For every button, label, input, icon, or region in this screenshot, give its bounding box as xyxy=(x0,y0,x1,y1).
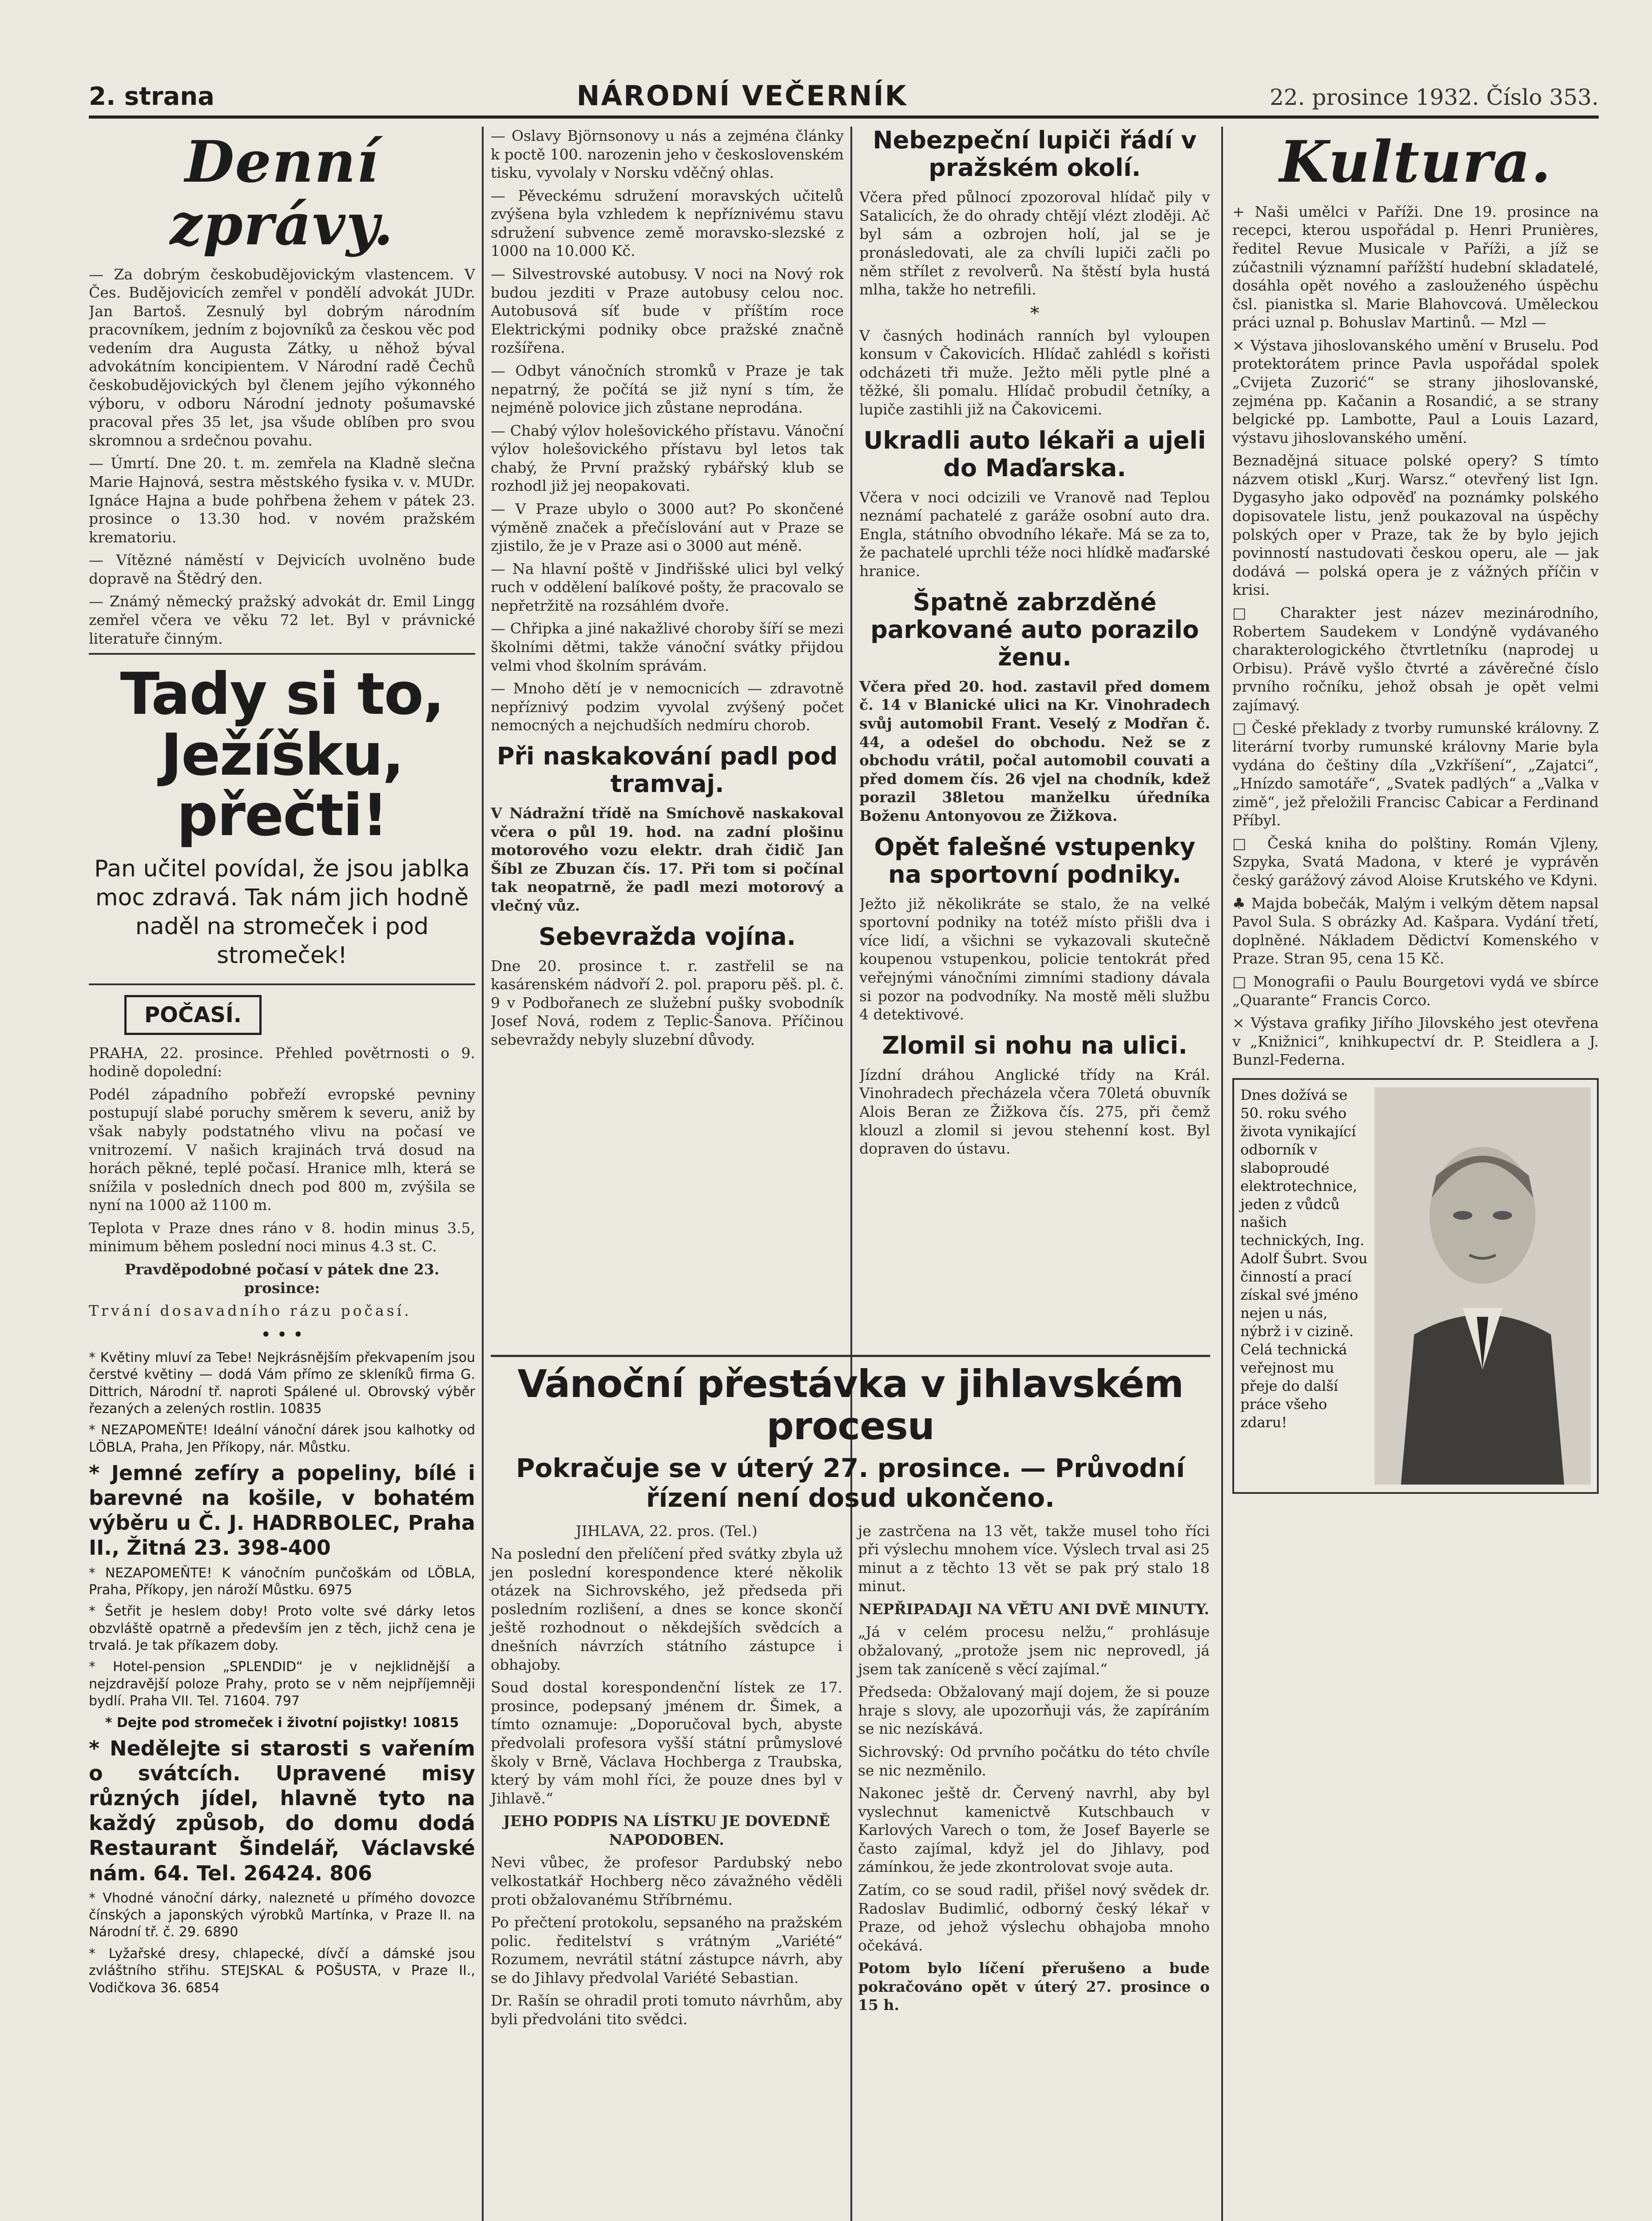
classified-ad: * Nedělejte si starosti s vařením o svátcích. Upravené misy různých jídel, hlavně tyto na každý způsob, do domu dodá Restaurant Šindelář, Václavské nám. 64. Tel. 26424. 806 xyxy=(89,1736,475,1885)
article-column-left xyxy=(491,1522,842,2033)
headline-jihlava: Vánoční přestávka v jihlavském procesu xyxy=(517,1362,1183,1449)
article-paragraph: „Já v celém procesu nelžu,“ prohlásuje obžalovaný, „protože jsem nic neprovedl, já jsem tak zaníceně s věcí zajímal.“ xyxy=(858,1623,1210,1678)
classified-ad: * Lyžařské dresy, chlapecké, dívčí a dámské jsou zvláštního střihu. STEJSKAL & POŠUSTA, v Praze II., Vodičkova 36. 6854 xyxy=(89,1946,475,1996)
culture-paragraph: □ Charakter jest název mezinárodního, Robertem Saudekem v Londýně vydávaného charakterologického čtvrtletníku (naprodej u Orbisu). Právě vyšlo čtvrté a závěrečné číslo prvního ročníku, jehož obsah je opět velmi zajímavý. xyxy=(1232,604,1599,714)
news-paragraph: — Oslavy Björnsonovy u nás a zejména články k poctě 100. narozenin jeho v československém tisku, vyvolaly v Norsku vděčný ohlas. xyxy=(491,127,844,182)
culture-paragraph: □ České překlady z tvorby rumunské královny. Z literární tvorby rumunské královny Marie byla vydána do češtiny díla „Vzkříšení“, „Zajatci“, „Hnízdo samotáře“, „Svatek padlých“ a „Valka v zimě“, jež přeložili Francisc Cabicar a Ferdinand Příbyl. xyxy=(1232,719,1599,829)
article-paragraph: Předseda: Obžalovaný mají dojem, že si pouze hraje s slovy, ale upozorňuji vás, že zapíráním se nic nezískává. xyxy=(858,1683,1210,1738)
column-divider xyxy=(482,127,484,2221)
news-paragraph: — Úmrtí. Dne 20. t. m. zemřela na Kladně slečna Marie Hajnová, sestra městského fysika v. v. MUDr. Ignáce Hajna a bude pohřbena žehem v pátek 23. prosince o 13.30 hod. v novém pražském krematoriu. xyxy=(89,454,475,546)
classified-ad: * Šetřit je heslem doby! Proto volte své dárky letos obzvláště opatrně a především jen z těch, jichž cena je trvalá. Je tak příkazem doby. xyxy=(89,1604,475,1654)
news-paragraph: V časných hodinách ranních byl vyloupen konsum v Čakovicích. Hlídač zahlédl s kořisti odcházeti tři muže. Ježto měli pytle plné a těžké, šli pomalu. Hlídač probudil četníky, a lupiče zastihli již na Čakovicemi. xyxy=(859,326,1210,418)
news-paragraph: — Pěveckému sdružení moravských učitelů zvýšena byla vzhledem k nepříznivému stavu sdružení subvence země moravsko-slezské z 1000 na 10.000 Kč. xyxy=(491,187,844,260)
classified-ad: * NEZAPOMEŇTE! K vánočním punčoškám od LÖBLA, Praha, Příkopy, jen nároží Můstku. 6975 xyxy=(89,1565,475,1598)
section-title-kultura: Kultura. xyxy=(1279,129,1552,195)
article-paragraph: Po přečtení protokolu, sepsaného na pražském polic. ředitelství s vrátným „Variété“ Rozumem, nevrátil státní zástupce návrh, aby se do Jihlavy předvolal Variété Sebastian. xyxy=(491,1914,842,1986)
news-paragraph: — Za dobrým českobudějovickým vlastencem. V Čes. Budějovicích zemřel v pondělí advokát JUDr. Jan Bartoš. Zesnulý byl dobrým národním pracovníkem, jedním z bojovníků za českou věc pod vedením dra Augusta Zátky, u něhož býval advokátním koncipientem. V Národní radě Čechů českobudějovických byl členem jejího výkonného výboru, v odboru Národní jednoty pošumavské pracoval přes 35 let, jsa všude oblíben pro svou skromnou a srdečnou povahu. xyxy=(89,265,475,449)
headline-sport: Opět falešné vstupenky na sportovní podniky. xyxy=(874,832,1195,888)
classified-ad: * Hotel-pension „SPLENDID“ je v nejklidnější a nejzdravější poloze Prahy, proto se v něm nejpříjemněji bydlí. Praha VII. Tel. 71604. 797 xyxy=(89,1659,475,1709)
weather-paragraph: Podél západního pobřeží evropské pevniny postupují slabé poruchy směrem k severu, aniž by však nabyly podstatného vlivu na počasí ve vnitrozemí. V našich krajinách trvá dosud na horách pěkné, teplé počasí. Hranice mlh, která se snížila v posledních dnech pod 800 m, zvýšila se nyní na 1000 až 1100 m. xyxy=(89,1085,475,1214)
column-news-3 xyxy=(859,127,1210,1337)
masthead xyxy=(89,67,1599,119)
column-daily-news xyxy=(89,127,475,2221)
column-news-2 xyxy=(491,127,844,1337)
culture-paragraph: × Výstava grafiky Jiřího Jilovského jest otevřena v „Knižnici“, knihkupectví dr. P. Steidlera a J. Bunzl-Federna. xyxy=(1232,1014,1599,1069)
article-paragraph: je zastrčena na 13 vět, takže musel toho říci při výslechu mnohem více. Výslech trval asi 25 minut a z těchto 13 vět se pak prý stalo 18 minut. xyxy=(858,1522,1210,1595)
weather-paragraph: Teplota v Praze dnes ráno v 8. hodin minus 3.5, minimum během poslední noci minus 4.3 st. C. xyxy=(89,1219,475,1255)
classified-ad: * Květiny mluví za Tebe! Nejkrásnějším překvapením jsou čerstvé květiny — dodá Vám přímo ze skleníků firma G. Dittrich, Národní tř. naproti Spálené ul. Obrovský výběr řezaných a zelených rostlin. 10835 xyxy=(89,1349,475,1417)
weather-forecast-heading: Pravděpodobné počasí v pátek dne 23. prosince: xyxy=(124,1261,440,1297)
column-divider xyxy=(1221,127,1223,2221)
separator-dots: • • • xyxy=(260,1324,304,1345)
classified-ad: * Vhodné vánoční dárky, nalezneté u přímého dovozce čínských a japonských výrobků Martínka, v Praze II. na Národní tř. č. 29. 6890 xyxy=(89,1890,475,1940)
article-columns xyxy=(491,1522,1210,2033)
divider xyxy=(491,1355,1210,1357)
headline-parkovane: Špatně zabrzděné parkované auto porazilo ženu. xyxy=(870,588,1199,671)
weather-paragraph: PRAHA, 22. prosince. Přehled povětrnosti o 9. hodině dopolední: xyxy=(89,1044,475,1080)
culture-paragraph: □ Monografii o Paulu Bourgetovi vydá ve sbírce „Quarante“ Francis Corco. xyxy=(1232,972,1599,1009)
subheadline-jihlava: Pokračuje se v úterý 27. prosince. — Průvodní řízení není dosud ukončeno. xyxy=(516,1453,1185,1513)
culture-paragraph: + Naši umělci v Paříži. Dne 19. prosince na recepci, kterou uspořádal p. Henri Prunières, ředitel Revue Musicale v Paříži, a jíž se zúčastnili významní pařížští hudební skladatelé, dosáhla opět nového a zaslouženého úspěchu čsl. pianistka sl. Marie Blahovcová. Uměleckou práci uznal p. Bohuslav Martinů. — Mzl — xyxy=(1232,203,1599,331)
headline-sebevrazda: Sebevražda vojína. xyxy=(538,922,796,951)
column-culture xyxy=(1232,127,1599,2221)
portrait-photo xyxy=(1374,1086,1591,1486)
culture-paragraph: ♣ Majda bobečák, Malým i velkým dětem napsal Pavol Sula. S obrázky Ad. Kašpara. Vydání třetí, doplněné. Nákladem Dědictví Komenského v Praze. Stran 95, cena 15 Kč. xyxy=(1232,894,1599,967)
culture-paragraph: □ Česká kniha do polštiny. Román Vjleny, Szpyka, Svatá Madona, v které je vyprávěn český garážový závod Aloise Krutského ve Kdyni. xyxy=(1232,834,1599,889)
ad-headline-jezisek: Tady si to, Ježíšku, přečti! xyxy=(120,660,444,849)
divider xyxy=(89,983,475,985)
article-paragraph: Dr. Rašín se ohradil proti tomuto návrhům, aby byli předvoláni tito svědci. xyxy=(491,1992,842,2028)
news-paragraph: V Nádražní třídě na Smíchově naskakoval včera o půl 19. hod. na zadní plošinu motorového vozu elektr. drah čidič Jan Šíbl ze Zbuzan čís. 17. Při tom si počínal tak neopatrně, že padl mezi motorový a vlečný vůz. xyxy=(491,804,844,914)
headline-tramvaj: Při naskakování padl pod tramvaj. xyxy=(496,742,838,798)
culture-paragraph: Beznadějná situace polské opery? S tímto názvem otiskl „Kurj. Warsz.“ otevřený list Ign. Dygasyho jako odpověď na poznámky polského dopisovatele listu, jenž poukazoval na úspěchy polských oper v Praze, tak že by bylo jejich povinností nastudovati českou operu, ale — jak dodává — polská opera je z vážných příčin v krisi. xyxy=(1232,452,1599,599)
news-paragraph: Dne 20. prosince t. r. zastřelil se na kasárenském nádvoří 2. pol. praporu pěš. pl. č. 9 v Podbořanech ze služební pušky svobodník Josef Nová, rodem z Teplic-Šanova. Příčinou sebevraždy nebyly sluzební důvody. xyxy=(491,957,844,1048)
article-paragraph: Nakonec ještě dr. Červený navrhl, aby byl vyslechnut kamenictvě Kutschbauch v Karlových Varech o tom, že Josef Bayerle se často zajímal, když jel do Jihlavy, pod zámínkou, že jede zkontrolovat svoje auta. xyxy=(858,1784,1210,1876)
divider xyxy=(89,653,475,655)
article-paragraph: Sichrovský: Od prvního počátku do této chvíle se nic nezměnilo. xyxy=(858,1743,1210,1779)
headline-noha: Zlomil si nohu na ulici. xyxy=(882,1031,1187,1059)
section-title-denni-zpravy: Denní zprávy. xyxy=(170,129,394,258)
article-paragraph: Nevi vůbec, že profesor Pardubský nebo velkostatkář Hochberg něco závažného věděli proti obžalovanému Stříbrnému. xyxy=(491,1854,842,1908)
news-paragraph: — Mnoho dětí je v nemocnicích — zdravotně nepříznivý podzim vyvolal zvýšený počet nemocných a nejchudších nedmíru chorob. xyxy=(491,680,844,734)
article-subhead: NEPŘIPADAJI NA VĚTU ANI DVĚ MINUTY. xyxy=(858,1600,1209,1618)
news-paragraph: Jízdní dráhou Anglické třídy na Král. Vinohradech přecházela včera 70letá obuvník Alois Beran ze Žižkova čís. 275, při čemž klouzl a zlomil si jevou stehenní kost. Byl dopraven do ústavu. xyxy=(859,1066,1210,1158)
issue-date: 22. prosince 1932. Číslo 353. xyxy=(1269,84,1599,110)
article-paragraph: Potom bylo líčení přerušeno a bude pokračováno opět v úterý 27. prosince o 15 h. xyxy=(858,1959,1210,2014)
news-paragraph: Včera v noci odcizili ve Vranově nad Teplou neznámí pachatelé z garáže osobní auto dra. Engla, státního obvodního lékaře. Má se za to, že pachatelé uprchli téže noci hlídkě maďarské hranice. xyxy=(859,488,1210,580)
news-paragraph: — Chřipka a jiné nakažlivé choroby šíří se mezi školními dětmi, takže vánoční svátky přijdou velmi vhod školním správám. xyxy=(491,620,844,674)
portrait-box xyxy=(1232,1078,1599,1494)
classified-ad: * Dejte pod stromeček i životní pojistky! 10815 xyxy=(105,1715,459,1731)
news-paragraph: — Na hlavní poště v Jindřišské ulici byl velký ruch v oddělení balíkové pošty, že pracovalo se nepřetržitě na rozsáhlém dvoře. xyxy=(491,560,844,614)
dateline: JIHLAVA, 22. pros. (Tel.) xyxy=(576,1522,758,1540)
portrait-caption: Dnes dožívá se 50. roku svého života vynikající odborník v slaboproudé elektrotechnice, jeden z vůdců našich technických, Ing. Adolf Šubrt. Svou činností a prací získal své jméno nejen u nás, nýbrž i v cizině. Celá technická veřejnost mu přeje do další práce všeho zdaru! xyxy=(1240,1086,1368,1431)
page-number: 2. strana xyxy=(89,82,214,111)
separator-asterisk: * xyxy=(1030,303,1039,324)
news-paragraph: — Známý německý pražský advokát dr. Emil Lingg zemřel včera ve věku 72 let. Byl v právnické literatuře činným. xyxy=(89,593,475,647)
article-jihlava-trial xyxy=(491,1355,1210,2033)
classified-ad: * Jemné zefíry a popeliny, bílé i barevné na košile, v bohatém výběru u Č. J. HADRBOLEC, Praha II., Žitná 23. 398-400 xyxy=(89,1461,475,1560)
classified-ad: * NEZAPOMEŇTE! Ideální vánoční dárek jsou kalhotky od LÖBLA, Praha, Jen Příkopy, nár. Můstku. xyxy=(89,1422,475,1455)
news-paragraph: Včera před 20. hod. zastavil před domem č. 14 v Blanické ulici na Kr. Vinohradech svůj automobil Frant. Veselý z Modřan č. 44, a odešel do obchodu. Než se z obchodu vrátil, počal automobil couvati a před domem čís. 26 vjel na chodník, kdež porazil 38letou manželku úředníka Boženu Antonyovou ze Žižkova. xyxy=(859,677,1210,824)
news-paragraph: — Odbyt vánočních stromků v Praze je tak nepatrný, že počítá se již nyní s tím, že nejméně polovice jich zůstane neprodána. xyxy=(491,362,844,417)
news-paragraph: — Silvestrovské autobusy. V noci na Nový rok budou jezditi v Praze autobusy celou noc. Autobusová síť bude v příštím roce Elektrickými podniky obce pražské značně rozšířena. xyxy=(491,265,844,357)
ad-text-jezisek: Pan učitel povídal, že jsou jablka moc zdravá. Tak nám jich hodně naděl na stromeček i pod stromeček! xyxy=(94,855,470,969)
newspaper-title: NÁRODNÍ VEČERNÍK xyxy=(576,80,908,112)
article-paragraph: Na poslední den přelíčení před svátky zbyla už jen poslední korespondence které několik otázek na Sichrovského, jež předseda při posledním rozlišení, a dnes se konce skončí ještě rozhodnout o někdejších svědcích a dnešních návrzích státního zástupce i obhajoby. xyxy=(491,1545,842,1673)
news-paragraph: — V Praze ubylo o 3000 aut? Po skončené výměně značek a přečíslování aut v Praze se zjistilo, že je v Praze asi o 3000 aut méně. xyxy=(491,500,844,555)
culture-paragraph: × Výstava jihoslovanského umění v Bruselu. Pod protektorátem prince Pavla uspořádal spolek „Cvijeta Zuzorić“ se strany jihoslovanské, zejména pp. Kačanin a Rosandić, a se strany belgické pp. Lambotte, Paul a Louis Lazard, výstavu jihoslovanského umění. xyxy=(1232,336,1599,446)
article-column-right xyxy=(858,1522,1210,2033)
headline-lupici: Nebezpeční lupiči řádí v pražském okolí. xyxy=(873,127,1197,182)
weather-forecast: Trvání dosavadního rázu počasí. xyxy=(89,1302,412,1320)
article-subhead: JEHO PODPIS NA LÍSTKU JE DOVEDNĚ NAPODOBEN. xyxy=(503,1812,830,1848)
article-paragraph: Zatím, co se soud radil, přišel nový svědek dr. Radoslav Budimlić, odborný český lékař v Praze, od jehož výslechu obhajoba mnoho očekává. xyxy=(858,1881,1210,1954)
headline-auto: Ukradli auto lékaři a ujeli do Maďarska. xyxy=(863,426,1206,482)
article-paragraph: Soud dostal korespondenční lístek ze 17. prosince, podepsaný jménem dr. Šimek, a tímto oznamuje: „Doporučoval bych, abyste předvolali profesora vyšší státní průmyslové školy v Brně, Václava Hochberga z Traubska, který by vám mohl říci, že pouze dnes byl v Jihlavě.“ xyxy=(491,1679,842,1807)
weather-label: POČASÍ. xyxy=(124,995,262,1035)
news-paragraph: Ježto již několikráte se stalo, že na velké sportovní podniky na totéž místo přišli dva i více lidí, a všichni se vykazovali skutečně koupenou vstupenkou, policie tentokrát před veřejnými vánočními zimními stadiony dávala si pozor na podvodníky. Na mostě měli službu 4 detektivové. xyxy=(859,895,1210,1023)
news-paragraph: Včera před půlnocí zpozoroval hlídač pily v Satalicích, že do ohrady chtějí vlézt zloději. Ač byl sám a ozbrojen holí, jal se je pronásledovati, ale za chvíli lupiči začli po něm střílet z revolverů. Na štěstí byla hustá mlha, takže ho netrefili. xyxy=(859,188,1210,299)
news-paragraph: — Chabý výlov holešovického přístavu. Vánoční výlov holešovického přístavu byl letos tak chabý, že První pražský rybářský klub se rozhodl již jej neopakovati. xyxy=(491,422,844,495)
news-paragraph: — Vítězné náměstí v Dejvicích uvolněno bude dopravě na Štědrý den. xyxy=(89,551,475,587)
